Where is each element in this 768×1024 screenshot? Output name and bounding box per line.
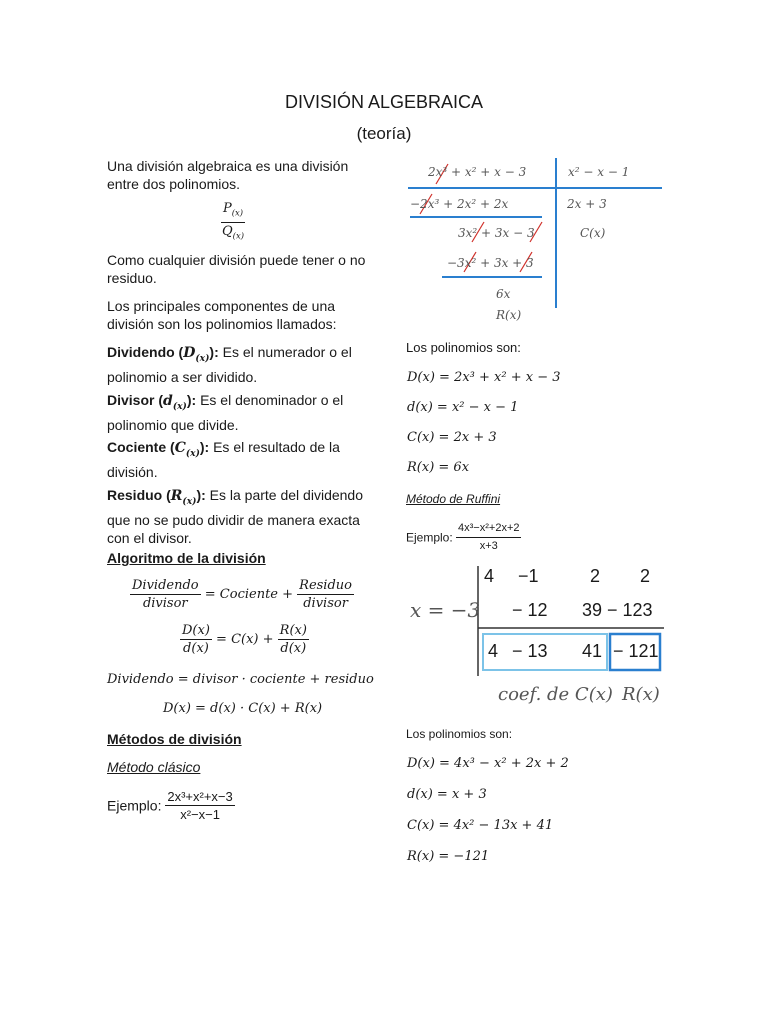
def-divisor: Divisor $(d_{(x)})$: Es el denominador o el polinomio que divide. [107, 392, 344, 433]
polinomios-1: Los polinomios son: [406, 340, 521, 355]
algorithm-formula-3: Dividendo = divisor · cociente + residuo [107, 672, 374, 687]
eq-dividend-2: D(x) = 4x³ − x² + 2x + 2 [407, 756, 569, 771]
def-dividendo: Dividendo $(D_{(x)})$: Es el numerador o el polinomio a ser dividido. [107, 344, 352, 385]
pq-fraction: $\frac{P_{(x)}}{Q_{(x)}}$ [222, 201, 245, 241]
algorithm-formula-1: $\frac{\text{Dividendo}}{\text{divisor}}$ = Cociente + $\frac{\text{Residuo}}{\text{divisor}}$ [132, 578, 352, 611]
eq-dividend-1: D(x) = 2x³ + x² + x − 3 [407, 370, 561, 385]
ld-quotient-label: C(x) [580, 226, 606, 240]
ruffini-example: Ejemplo: $\frac{\text{4x³−x²+2x+2}}{x+3}$ [406, 522, 520, 552]
metodos-heading: Métodos de división [107, 731, 242, 747]
residue-note: Como cualquier división puede tener o no residuo. [107, 252, 366, 286]
eq-divisor-2: d(x) = x + 3 [407, 787, 487, 802]
algoritmo-heading: Algoritmo de la división [107, 550, 266, 566]
eq-remainder-2: R(x) = −121 [407, 849, 490, 864]
algorithm-formula-2: $\frac{D(x)}{d(x)}$ = C(x) + $\frac{R(x)}{d(x)}$ [182, 623, 307, 656]
ruffini-x-value: x = −3 [410, 598, 481, 622]
algorithm-formula-4: D(x) = d(x) · C(x) + R(x) [163, 701, 323, 716]
eq-quotient-1: C(x) = 2x + 3 [407, 430, 497, 445]
def-residuo: Residuo $(R_{(x)})$: Es la parte del dividendo que no se pudo dividir de manera exacta con el divisor. [107, 487, 363, 546]
ld-row4: −3x² + 3x + 3 [447, 256, 534, 270]
ld-dividend: 2x³ + x² + x − 3 [428, 165, 527, 179]
ld-remainder: 6x [496, 287, 511, 301]
metodo-clasico-heading: Método clásico [107, 759, 201, 775]
eq-divisor-1: d(x) = x² − x − 1 [407, 400, 519, 415]
ld-quotient: 2x + 3 [567, 197, 607, 211]
page-title: DIVISIÓN ALGEBRAICA [284, 92, 484, 112]
page-subtitle: (teoría) [356, 124, 412, 143]
ld-row2: −2x³ + 2x² + 2x [410, 197, 509, 211]
eq-remainder-1: R(x) = 6x [407, 460, 470, 475]
ld-divisor: x² − x − 1 [568, 165, 630, 179]
components-intro: Los principales componentes de una división son los polinomios llamados: [107, 298, 337, 332]
def-cociente: Cociente $(C_{(x)})$: Es el resultado de la división. [107, 439, 340, 480]
polinomios-2: Los polinomios son: [406, 727, 513, 741]
ruffini-remainder: − 121 [613, 641, 659, 661]
ruffini-rem-label: R(x) [622, 684, 660, 705]
ruffini-heading: Método de Ruffini [406, 492, 501, 506]
ld-row3: 3x² + 3x − 3 [458, 226, 535, 240]
ruffini-coef-label: coef. de C(x) [498, 684, 613, 705]
intro-paragraph: Una división algebraica es una división entre dos polinomios. [107, 158, 349, 192]
eq-quotient-2: C(x) = 4x² − 13x + 41 [407, 818, 554, 833]
ld-remainder-label: R(x) [496, 308, 522, 322]
clasico-example: Ejemplo: $\frac{\text{2x³+x²+x−3}}{\text{x²−x−1}}$ [107, 789, 233, 822]
